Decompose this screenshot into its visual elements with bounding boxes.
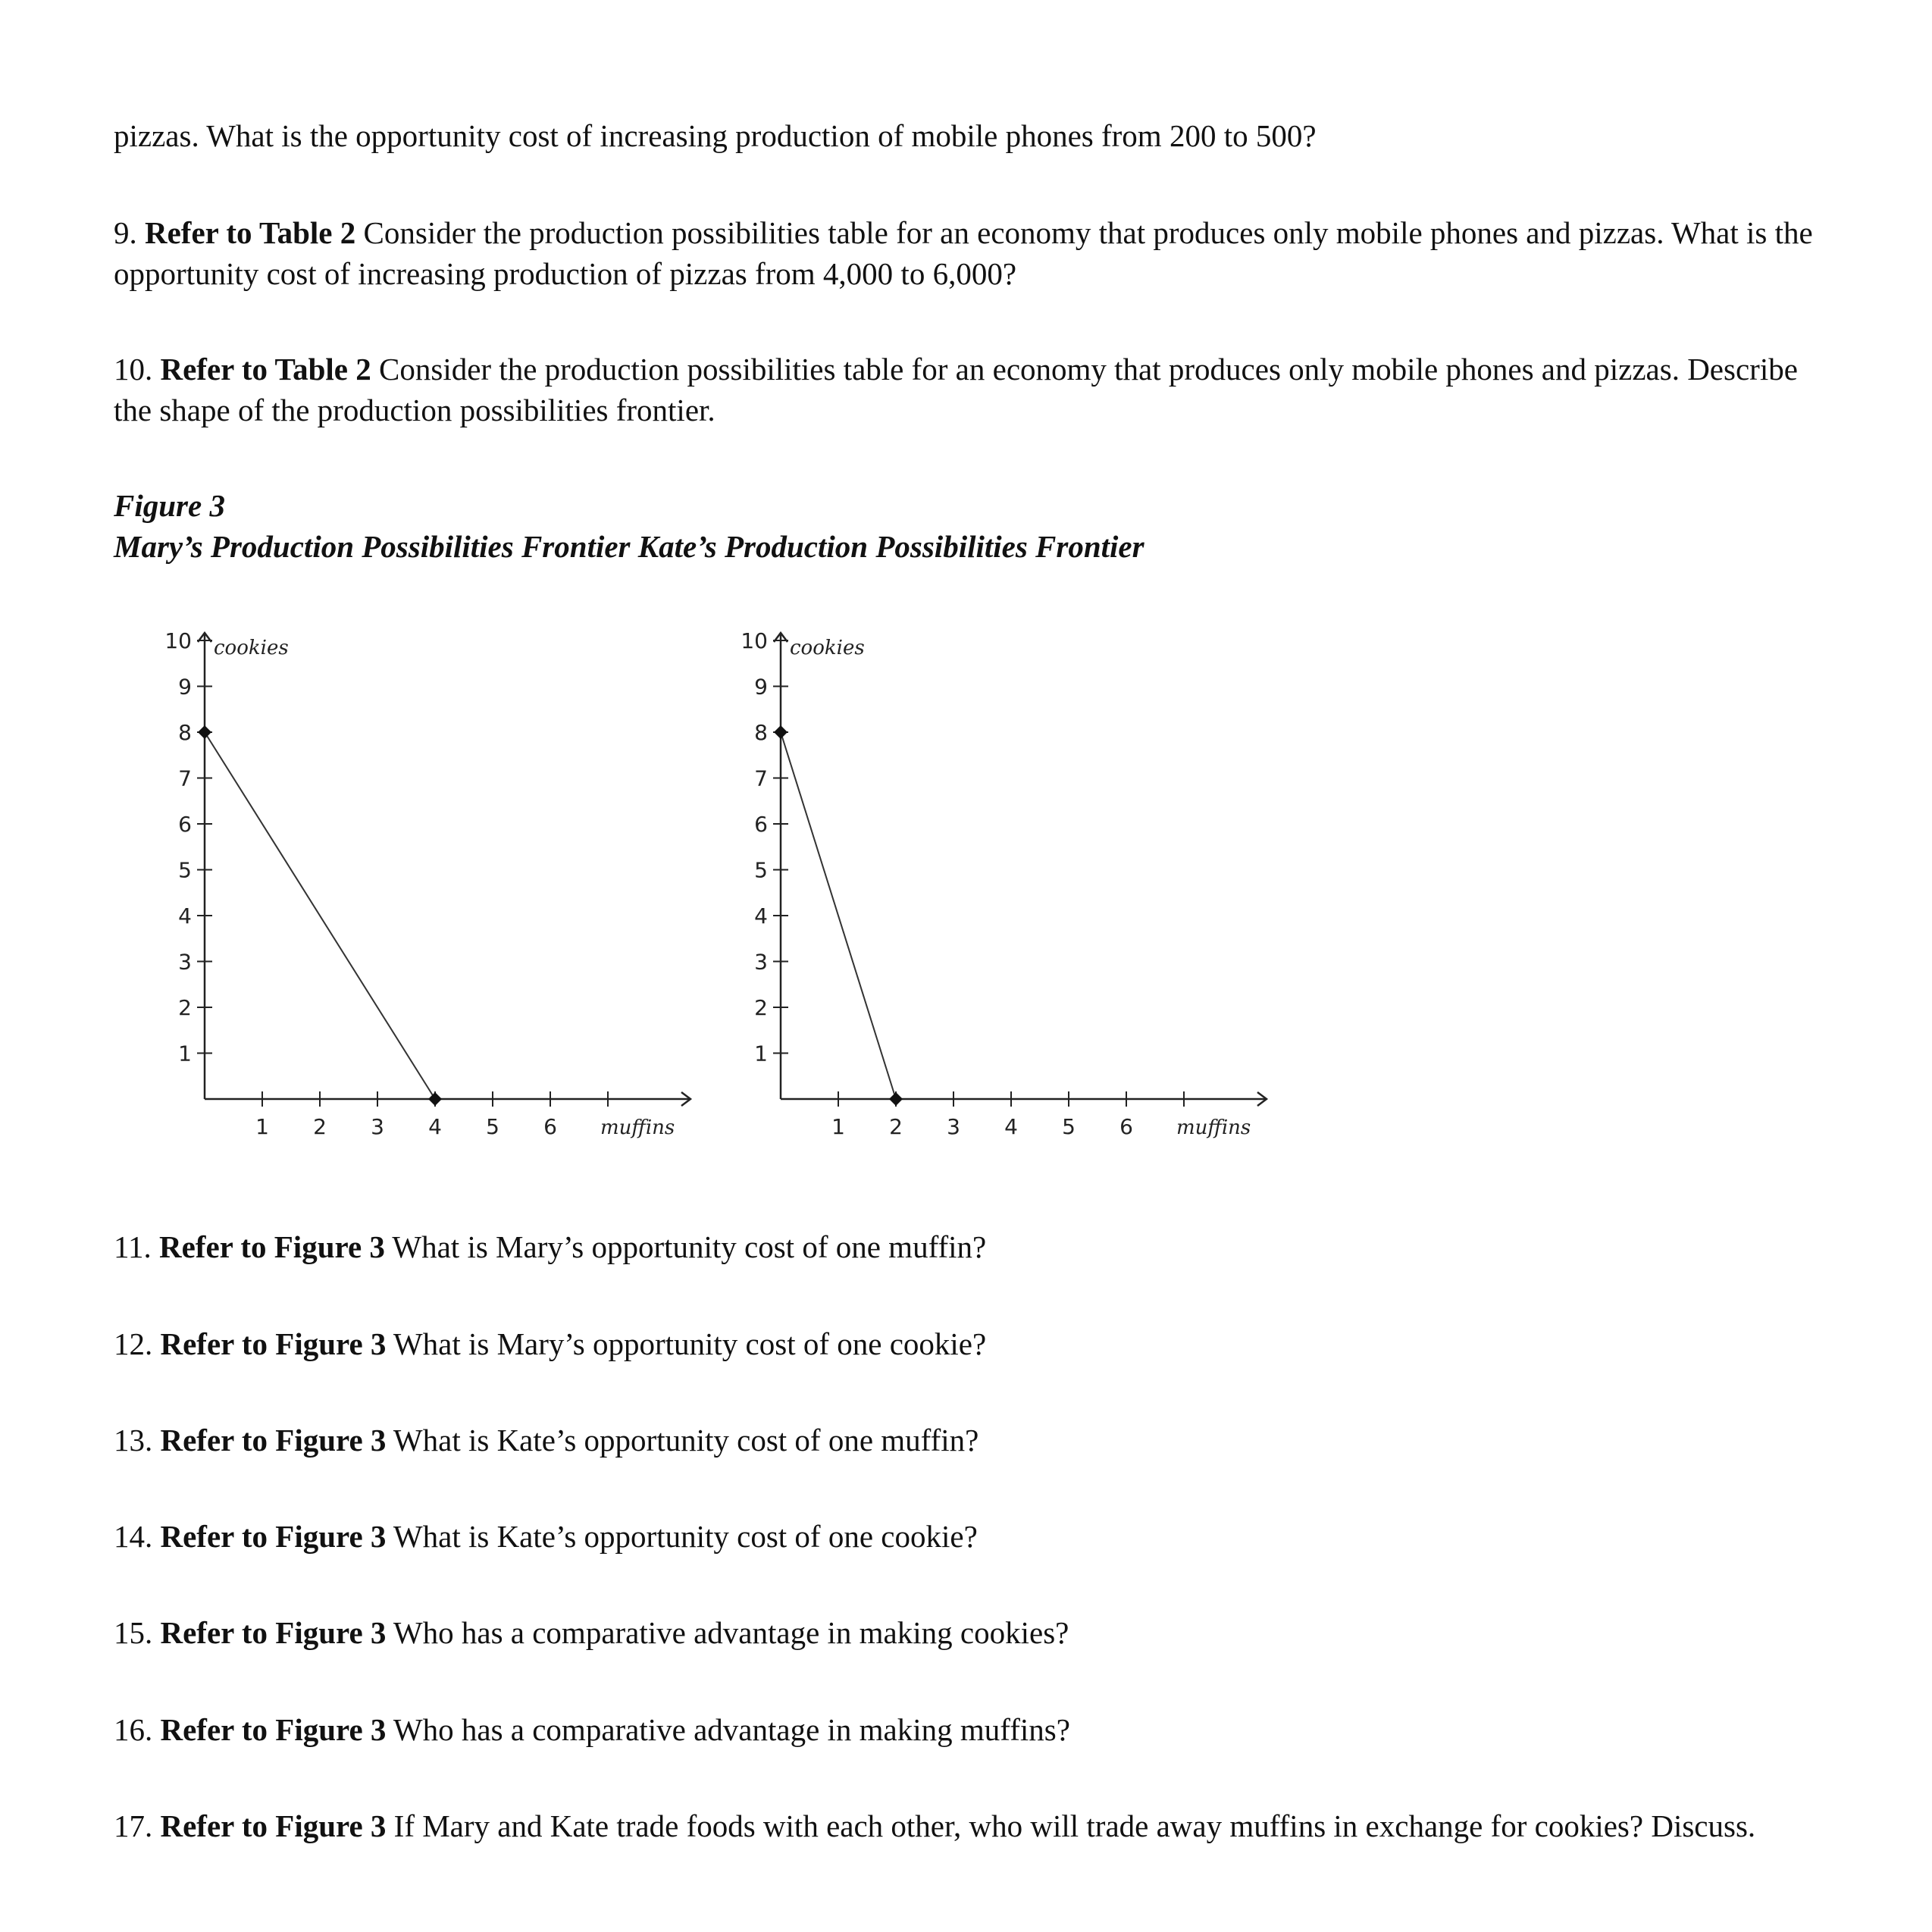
y-tick-label: 7 (178, 766, 192, 791)
y-tick-label: 8 (178, 720, 192, 745)
x-tick-label: 3 (947, 1114, 960, 1139)
y-tick-label: 3 (754, 949, 768, 975)
y-tick-label: 6 (178, 812, 192, 837)
question-14: 14. Refer to Figure 3 What is Kate’s opportunity cost of one cookie? (114, 1519, 978, 1554)
y-axis-label: cookies (214, 637, 289, 659)
y-tick-label: 1 (178, 1041, 192, 1066)
kate-ppf-chart (724, 606, 1270, 1152)
question-10: 10. Refer to Table 2 Consider the production possibilities table for an economy that produces only mobile phones and pizzas. Describe the shape of the production possibilities frontier. (114, 352, 1798, 427)
question-9: 9. Refer to Table 2 Consider the production possibilities table for an economy that produces only mobile phones and pizzas. What is the opportunity cost of increasing production of pizzas from 4,000 to 6,000? (114, 215, 1813, 291)
ppf-line (781, 732, 896, 1099)
x-tick-label: 4 (428, 1114, 442, 1139)
y-tick-label: 5 (754, 857, 768, 883)
ppf-point (428, 1092, 442, 1106)
question-11: 11. Refer to Figure 3 What is Mary’s opportunity cost of one muffin? (114, 1229, 987, 1264)
y-axis-label: cookies (790, 637, 865, 659)
question-13: 13. Refer to Figure 3 What is Kate’s opportunity cost of one muffin? (114, 1423, 979, 1458)
x-tick-label: 1 (255, 1114, 269, 1139)
figure-caption: Mary’s Production Possibilities Frontier Kate’s Production Possibilities Frontier (114, 529, 1144, 564)
question-16: 16. Refer to Figure 3 Who has a comparative advantage in making muffins? (114, 1712, 1070, 1747)
y-tick-label: 2 (754, 995, 768, 1020)
x-tick-label: 5 (486, 1114, 499, 1139)
x-tick-label: 2 (889, 1114, 903, 1139)
y-tick-label: 8 (754, 720, 768, 745)
y-tick-label: 2 (178, 995, 192, 1020)
x-tick-label: 5 (1062, 1114, 1076, 1139)
figure-label: Figure 3 (114, 488, 225, 523)
y-tick-label: 6 (754, 812, 768, 837)
x-axis-label: muffins (1176, 1116, 1251, 1139)
y-tick-label: 10 (164, 628, 192, 653)
y-tick-label: 9 (178, 674, 192, 700)
x-tick-label: 2 (313, 1114, 327, 1139)
x-tick-label: 4 (1004, 1114, 1018, 1139)
question-17: 17. Refer to Figure 3 If Mary and Kate trade foods with each other, who will trade away muffins in exchange for cookies? Discuss. (114, 1808, 1756, 1843)
ppf-line (205, 732, 435, 1099)
ppf-point (198, 725, 211, 739)
x-tick-label: 6 (543, 1114, 557, 1139)
x-tick-label: 3 (371, 1114, 384, 1139)
y-tick-label: 10 (741, 628, 768, 653)
mary-ppf-chart (148, 606, 694, 1152)
question-8-continued: pizzas. What is the opportunity cost of increasing production of mobile phones from 200 to 500? (114, 118, 1317, 153)
y-tick-label: 7 (754, 766, 768, 791)
x-tick-label: 6 (1119, 1114, 1133, 1139)
ppf-point (774, 725, 788, 739)
y-tick-label: 5 (178, 857, 192, 883)
ppf-point (889, 1092, 903, 1106)
y-tick-label: 4 (754, 903, 768, 928)
question-15: 15. Refer to Figure 3 Who has a comparative advantage in making cookies? (114, 1615, 1069, 1650)
x-axis-label: muffins (600, 1116, 675, 1139)
x-tick-label: 1 (831, 1114, 845, 1139)
y-tick-label: 4 (178, 903, 192, 928)
y-tick-label: 9 (754, 674, 768, 700)
question-12: 12. Refer to Figure 3 What is Mary’s opportunity cost of one cookie? (114, 1326, 987, 1361)
y-tick-label: 3 (178, 949, 192, 975)
y-tick-label: 1 (754, 1041, 768, 1066)
